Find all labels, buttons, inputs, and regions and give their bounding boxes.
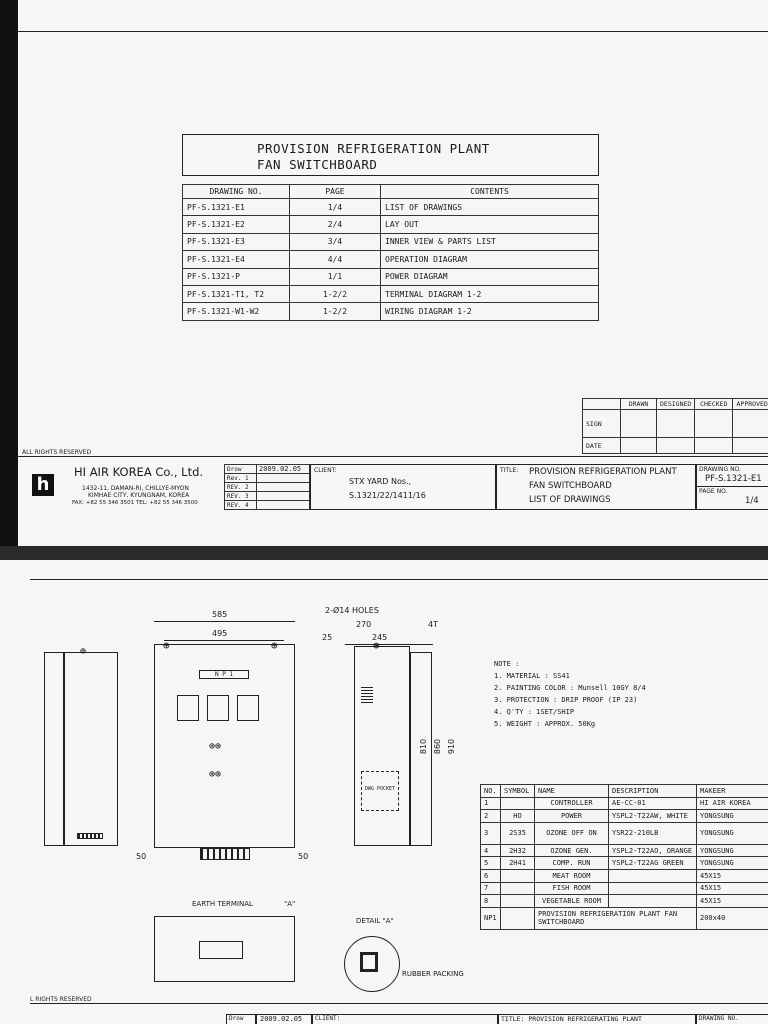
tb2-client: CLIENT: bbox=[312, 1014, 498, 1024]
company-address-1: 1432-11, DAMAN-RI, CHILLYE-MYON bbox=[82, 485, 189, 492]
description-cell: YSR22-210LB bbox=[609, 822, 697, 844]
no-cell: 1 bbox=[481, 797, 501, 810]
left-side-panel bbox=[64, 652, 118, 846]
dim-4t: 4T bbox=[428, 620, 438, 629]
symbol-cell bbox=[501, 882, 535, 895]
col-maker: MAKEER bbox=[697, 785, 768, 798]
top-border-2 bbox=[30, 579, 768, 580]
sign-col-approved: APPROVED bbox=[733, 399, 768, 410]
name-cell: OZONE GEN. bbox=[535, 844, 609, 857]
col-drawing-no: DRAWING NO. bbox=[183, 185, 290, 199]
symbol-cell: 2S35 bbox=[501, 822, 535, 844]
drawing-no-cell: PF-S.1321-P bbox=[183, 268, 290, 285]
note-4: 4. Q'TY : 1SET/SHIP bbox=[494, 708, 575, 716]
contents-cell: INNER VIEW & PARTS LIST bbox=[381, 233, 599, 250]
no-cell: 4 bbox=[481, 844, 501, 857]
client-line-2: S.1321/22/1411/16 bbox=[349, 491, 426, 500]
sheet-title-box bbox=[182, 134, 599, 176]
drawing-no-cell: PF-S.1321-E2 bbox=[183, 216, 290, 233]
name-cell: OZONE OFF ON bbox=[535, 822, 609, 844]
col-no: NO. bbox=[481, 785, 501, 798]
table-row bbox=[183, 285, 599, 302]
detail-ref: "A" bbox=[284, 900, 296, 908]
drawing-sheet-2 bbox=[0, 560, 768, 1024]
table-header-row bbox=[183, 185, 599, 199]
col-symbol: SYMBOL bbox=[501, 785, 535, 798]
col-page: PAGE bbox=[290, 185, 381, 199]
name-cell: MEAT ROOM bbox=[535, 869, 609, 882]
table-row bbox=[183, 251, 599, 268]
table-row bbox=[481, 810, 768, 823]
parts-table bbox=[480, 784, 768, 930]
company-address-2: KIMHAE CITY, KYUNGNAM, KOREA bbox=[88, 492, 190, 499]
no-cell: 2 bbox=[481, 810, 501, 823]
maker-cell: YONGSUNG bbox=[697, 844, 768, 857]
sheet-title-line1: PROVISION REFRIGERATION PLANT bbox=[257, 141, 490, 156]
col-contents: CONTENTS bbox=[381, 185, 599, 199]
no-cell: 8 bbox=[481, 895, 501, 908]
rubber-packing-shape bbox=[360, 952, 378, 972]
no-cell: 5 bbox=[481, 857, 501, 870]
name-cell: COMP. RUN bbox=[535, 857, 609, 870]
no-cell: NP1 bbox=[481, 907, 501, 929]
description-cell: YSPL2-T22AW, WHITE bbox=[609, 810, 697, 823]
hole-side-icon: ⊕ bbox=[373, 639, 380, 652]
hole-left-icon: ⊕ bbox=[163, 639, 170, 652]
dim-910: 910 bbox=[447, 738, 457, 755]
col-name: NAME bbox=[535, 785, 609, 798]
note-3: 3. PROTECTION : DRIP PROOF (IP 23) bbox=[494, 696, 638, 704]
drawing-no-label: DRAWING NO. bbox=[699, 466, 741, 473]
drawing-no-box bbox=[696, 464, 768, 510]
contents-cell: WIRING DIAGRAM 1-2 bbox=[381, 303, 599, 320]
table-header-row bbox=[481, 785, 768, 798]
description-cell bbox=[609, 882, 697, 895]
table-row bbox=[481, 895, 768, 908]
sheet-gap bbox=[0, 546, 768, 560]
controller-8 bbox=[237, 695, 259, 721]
client-label: CLIENT: bbox=[314, 467, 337, 474]
dwg-pocket: DWG POCKET bbox=[361, 771, 399, 811]
table-row bbox=[481, 869, 768, 882]
symbol-cell bbox=[501, 895, 535, 908]
maker-cell: HI AIR KOREA bbox=[697, 797, 768, 810]
dim-25: 25 bbox=[322, 633, 333, 642]
col-description: DESCRIPTION bbox=[609, 785, 697, 798]
dim-50-left: 50 bbox=[136, 852, 147, 861]
page-cell: 4/4 bbox=[290, 251, 381, 268]
notes-title: NOTE : bbox=[494, 660, 520, 668]
table-row bbox=[183, 303, 599, 320]
table-row bbox=[481, 882, 768, 895]
page-cell: 1-2/2 bbox=[290, 303, 381, 320]
rights-reserved: ALL RIGHTS RESERVED bbox=[22, 449, 92, 456]
tb2-title: TITLE: PROVISION REFRIGERATING PLANT bbox=[498, 1014, 696, 1024]
title-line-2: FAN SWITCHBOARD bbox=[529, 481, 612, 491]
page-cell: 1/1 bbox=[290, 268, 381, 285]
sign-table bbox=[582, 398, 768, 454]
rubber-packing-label: RUBBER PACKING bbox=[402, 970, 464, 978]
sign-col-drawn: DRAWN bbox=[621, 399, 657, 410]
name-cell: VEGETABLE ROOM bbox=[535, 895, 609, 908]
right-side-view bbox=[354, 639, 410, 846]
left-side-view bbox=[44, 652, 64, 846]
revision-date: 2009.02.05 bbox=[257, 465, 310, 474]
symbol-cell: HO bbox=[501, 810, 535, 823]
dim-495: 495 bbox=[212, 629, 228, 638]
nameplate-np1: N P 1 bbox=[199, 670, 249, 679]
sign-col-checked: CHECKED bbox=[695, 399, 733, 410]
table-row bbox=[183, 199, 599, 216]
rights-reserved-2: L RIGHTS RESERVED bbox=[30, 996, 92, 1003]
contents-cell: LAY OUT bbox=[381, 216, 599, 233]
lamp-group-icon: ⊕⊕ bbox=[209, 769, 222, 780]
symbol-cell bbox=[501, 869, 535, 882]
dim-270: 270 bbox=[356, 620, 372, 629]
page-cell: 1/4 bbox=[290, 199, 381, 216]
date-label: DATE bbox=[583, 438, 621, 454]
dim-245: 245 bbox=[372, 633, 388, 642]
table-row bbox=[481, 822, 768, 844]
maker-cell: 200x40 bbox=[697, 907, 768, 929]
description-cell: YSPL2-T22AO, ORANGE bbox=[609, 844, 697, 857]
drawing-no-value: PF-S.1321-E1 bbox=[705, 474, 762, 484]
mount-hole-icon: ⊕ bbox=[80, 646, 87, 657]
symbol-cell: 2H32 bbox=[501, 844, 535, 857]
revision-label: REV. 3 bbox=[225, 492, 257, 501]
symbol-cell bbox=[501, 797, 535, 810]
bottom-view bbox=[154, 916, 295, 982]
company-name: HI AIR KOREA Co., Ltd. bbox=[74, 465, 204, 479]
title-label: TITLE: bbox=[500, 467, 519, 474]
controller-7 bbox=[207, 695, 229, 721]
dim-585: 585 bbox=[212, 610, 228, 619]
name-cell: FISH ROOM bbox=[535, 882, 609, 895]
client-box bbox=[310, 464, 496, 510]
detail-a-label: DETAIL "A" bbox=[356, 917, 394, 925]
revision-label: Drow bbox=[225, 465, 257, 474]
contents-cell: POWER DIAGRAM bbox=[381, 268, 599, 285]
front-view-cabinet bbox=[154, 639, 295, 848]
description-cell bbox=[609, 895, 697, 908]
switch-group-icon: ⊕⊕ bbox=[209, 741, 222, 752]
title-box bbox=[496, 464, 696, 510]
revision-table bbox=[224, 464, 310, 510]
note-2: 2. PAINTING COLOR : Munsell 10GY 8/4 bbox=[494, 684, 646, 692]
revision-label: REV. 4 bbox=[225, 501, 257, 510]
maker-cell: 45X15 bbox=[697, 869, 768, 882]
contents-cell: TERMINAL DIAGRAM 1-2 bbox=[381, 285, 599, 302]
sign-col-designed: DESIGNED bbox=[657, 399, 695, 410]
revision-label: REV. 2 bbox=[225, 483, 257, 492]
name-cell: PROVISION REFRIGERATION PLANT FAN SWITCHBOARD bbox=[535, 907, 697, 929]
dim-50-right: 50 bbox=[298, 852, 309, 861]
drawing-no-cell: PF-S.1321-W1-W2 bbox=[183, 303, 290, 320]
page-cell: 2/4 bbox=[290, 216, 381, 233]
table-row bbox=[183, 233, 599, 250]
drawing-list-table bbox=[182, 184, 599, 321]
page-cell: 3/4 bbox=[290, 233, 381, 250]
cable-gland-row bbox=[200, 848, 250, 860]
titleblock-top-line bbox=[18, 456, 768, 457]
revision-label: Rev. 1 bbox=[225, 474, 257, 483]
maker-cell: 45X15 bbox=[697, 882, 768, 895]
page-no-value: 1/4 bbox=[745, 496, 759, 506]
client-line-1: STX YARD Nos., bbox=[349, 477, 412, 486]
drawing-no-cell: PF-S.1321-E3 bbox=[183, 233, 290, 250]
symbol-cell bbox=[501, 907, 535, 929]
description-cell: YSPL2-T22AG GREEN bbox=[609, 857, 697, 870]
page-no-label: PAGE NO. bbox=[699, 488, 728, 495]
contents-cell: OPERATION DIAGRAM bbox=[381, 251, 599, 268]
dim-holes: 2-Ø14 HOLES bbox=[325, 606, 379, 615]
title-line-1: PROVISION REFRIGERATION PLANT bbox=[529, 467, 677, 477]
name-cell: CONTROLLER bbox=[535, 797, 609, 810]
table-row bbox=[183, 268, 599, 285]
company-logo-icon: h bbox=[32, 474, 54, 496]
description-cell: AE-CC-01 bbox=[609, 797, 697, 810]
louver-icon bbox=[361, 685, 373, 703]
contents-cell: LIST OF DRAWINGS bbox=[381, 199, 599, 216]
dim-810: 810 bbox=[419, 738, 429, 755]
sheet-edge bbox=[0, 0, 18, 546]
dim-860: 860 bbox=[433, 738, 443, 755]
company-contact: FAX: +82 55 346 3501 TEL: +82 55 346 3500 bbox=[72, 500, 198, 506]
table-row bbox=[183, 216, 599, 233]
no-cell: 7 bbox=[481, 882, 501, 895]
maker-cell: YONGSUNG bbox=[697, 857, 768, 870]
no-cell: 3 bbox=[481, 822, 501, 844]
symbol-cell: 2H41 bbox=[501, 857, 535, 870]
drawing-no-cell: PF-S.1321-T1, T2 bbox=[183, 285, 290, 302]
name-cell: POWER bbox=[535, 810, 609, 823]
top-border bbox=[18, 31, 768, 32]
no-cell: 6 bbox=[481, 869, 501, 882]
table-row bbox=[481, 797, 768, 810]
tb2-date: 2009.02.05 bbox=[256, 1014, 312, 1024]
earth-terminal-label: EARTH TERMINAL bbox=[192, 900, 253, 908]
controller-6 bbox=[177, 695, 199, 721]
tb2-drawing-no: DRAWING NO. bbox=[696, 1014, 768, 1024]
tb2-drow: Drow bbox=[226, 1014, 256, 1024]
note-5: 5. WEIGHT : APPROX. 50Kg bbox=[494, 720, 596, 728]
hole-right-icon: ⊕ bbox=[271, 639, 278, 652]
table-row bbox=[481, 857, 768, 870]
maker-cell: 45X15 bbox=[697, 895, 768, 908]
title-line-3: LIST OF DRAWINGS bbox=[529, 495, 611, 505]
table-row bbox=[481, 907, 768, 929]
sign-label: SIGN bbox=[583, 410, 621, 438]
note-1: 1. MATERIAL : SS41 bbox=[494, 672, 570, 680]
maker-cell: YONGSUNG bbox=[697, 822, 768, 844]
description-cell bbox=[609, 869, 697, 882]
maker-cell: YONGSUNG bbox=[697, 810, 768, 823]
drawing-no-cell: PF-S.1321-E4 bbox=[183, 251, 290, 268]
table-row bbox=[481, 844, 768, 857]
drawing-no-cell: PF-S.1321-E1 bbox=[183, 199, 290, 216]
page-cell: 1-2/2 bbox=[290, 285, 381, 302]
sheet-title-line2: FAN SWITCHBOARD bbox=[257, 157, 378, 172]
